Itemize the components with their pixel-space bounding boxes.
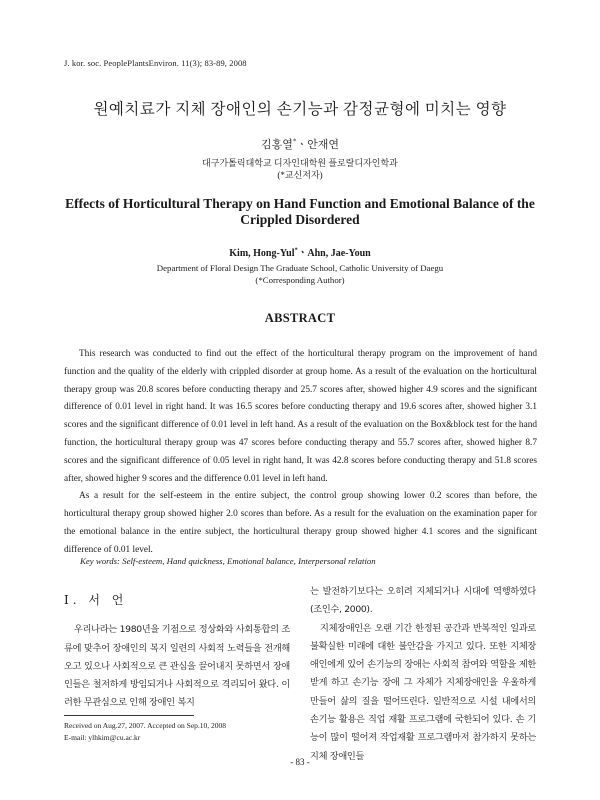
korean-affiliation-dept: 대구가톨릭대학교 디자인대학원 플로랄디자인학과 bbox=[202, 158, 398, 168]
korean-author-first: 김홍열 bbox=[261, 139, 293, 151]
english-author-mark: * bbox=[294, 246, 298, 254]
abstract-paragraph: This research was conducted to find out the effect of the horticultural therapy program on the improvement of hand function and the quality of the elderly with crippled disorder at group home. As a result of the evaluation on the horticultural therapy group was 20.8 scores before conducting therapy and 25.7 scores after, showed higher 4.9 scores and the significant difference of 0.01 level in right hand. It was 16.5 scores before conducting therapy and 19.6 scores after, showed higher 3.1 scores and the significant difference of 0.01 level in left hand. As a result of the evaluation on the Box&block test for the hand function, the horticultural therapy group was 47 scores before conducting therapy and 55.7 scores after, showed higher 8.7 scores and the significant difference of 0.05 level in right hand, It was 42.8 scores before conducting therapy and 51.8 scores after, showed higher 9 scores and the difference 0.01 level in left hand. bbox=[64, 349, 537, 484]
korean-corresponding-note: (*교신저자) bbox=[277, 170, 323, 180]
page-number: - 83 - bbox=[290, 757, 310, 767]
abstract-heading: ABSTRACT bbox=[264, 311, 336, 325]
footnote bbox=[64, 720, 294, 744]
body-column-left bbox=[64, 583, 290, 713]
english-affiliation bbox=[0, 263, 600, 286]
english-authors bbox=[0, 244, 600, 259]
footnote-divider bbox=[64, 715, 194, 716]
body-paragraph: 우리나라는 1980년을 기점으로 정상화와 사회통합의 조류에 맞추어 장애인의 복지 일련의 사회적 노력들을 전개해 오고 있으나 사회적으로 큰 관심을 끌어내지 못하면서 장애인들은 철저하게 방임되거나 사회적으로 격리되어 왔다. 이러한 무관심으로 인해 장애인 복지 bbox=[64, 624, 290, 709]
korean-title: 원예치료가 지체 장애인의 손기능과 감정균형에 미치는 영향 bbox=[93, 101, 507, 118]
running-head: J. kor. soc. PeoplePlantsEnviron. 11(3); 83-89, 2008 bbox=[64, 58, 247, 68]
author-email: E-mail: ylhkim@cu.ac.kr bbox=[64, 733, 141, 742]
body-paragraph: 지체장애인은 오랜 기간 한정된 공간과 반복적인 일과로 불확실한 미래에 대한 불안감을 가지고 있다. 또한 지체장애인에게 있어 손기능의 장애는 사회적 참여와 역할을 제한 받게 하고 손기능 장애 그 자체가 지체장애인을 우울하게 만들어 삶의 질을 떨어뜨린다. 일반적으로 시설 내에서의 손기능 활용은 직업 재활 프로그램에 국한되어 있다. 손 기능이 많이 떨어져 작업재활 프로그램마저 참가하지 못하는 지체 장애인들 bbox=[310, 622, 536, 762]
body-paragraph-continued: 는 발전하기보다는 오히려 지체되거나 시대에 역행하였다(조인수, 2000). bbox=[310, 586, 536, 616]
english-title: Effects of Horticultural Therapy on Hand Function and Emotional Balance of the Crippled Disordered bbox=[65, 196, 535, 227]
english-author-second: ㆍAhn, Jae-Youn bbox=[297, 248, 371, 259]
keywords: Key words: Self-esteem, Hand quickness, Emotional balance, Interpersonal relation bbox=[80, 556, 376, 566]
body-column-right bbox=[310, 583, 536, 766]
korean-author-second: ㆍ안재연 bbox=[296, 139, 339, 151]
received-date: Received on Aug.27, 2007. Accepted on Sep.10, 2008 bbox=[64, 721, 227, 730]
section-heading-introduction: Ⅰ. 서 언 bbox=[64, 593, 128, 607]
abstract-paragraph: As a result for the self-esteem in the entire subject, the control group showing lower 0.2 scores than before, the horticultural therapy group showed higher 2.0 scores than before. As a result for the evaluation on the examination paper for the emotional balance in the entire subject, the horticultural therapy group showed higher 4.1 scores and the significant difference of 0.01 level. bbox=[64, 491, 537, 555]
korean-authors bbox=[0, 136, 600, 152]
abstract-body bbox=[64, 346, 537, 560]
korean-affiliation bbox=[0, 157, 600, 181]
english-author-first: Kim, Hong-Yul bbox=[229, 248, 295, 259]
english-corresponding-note: (*Corresponding Author) bbox=[255, 274, 345, 285]
korean-author-mark: * bbox=[292, 137, 297, 146]
english-affiliation-dept: Department of Floral Design The Graduate School, Catholic University of Daegu bbox=[156, 263, 444, 273]
